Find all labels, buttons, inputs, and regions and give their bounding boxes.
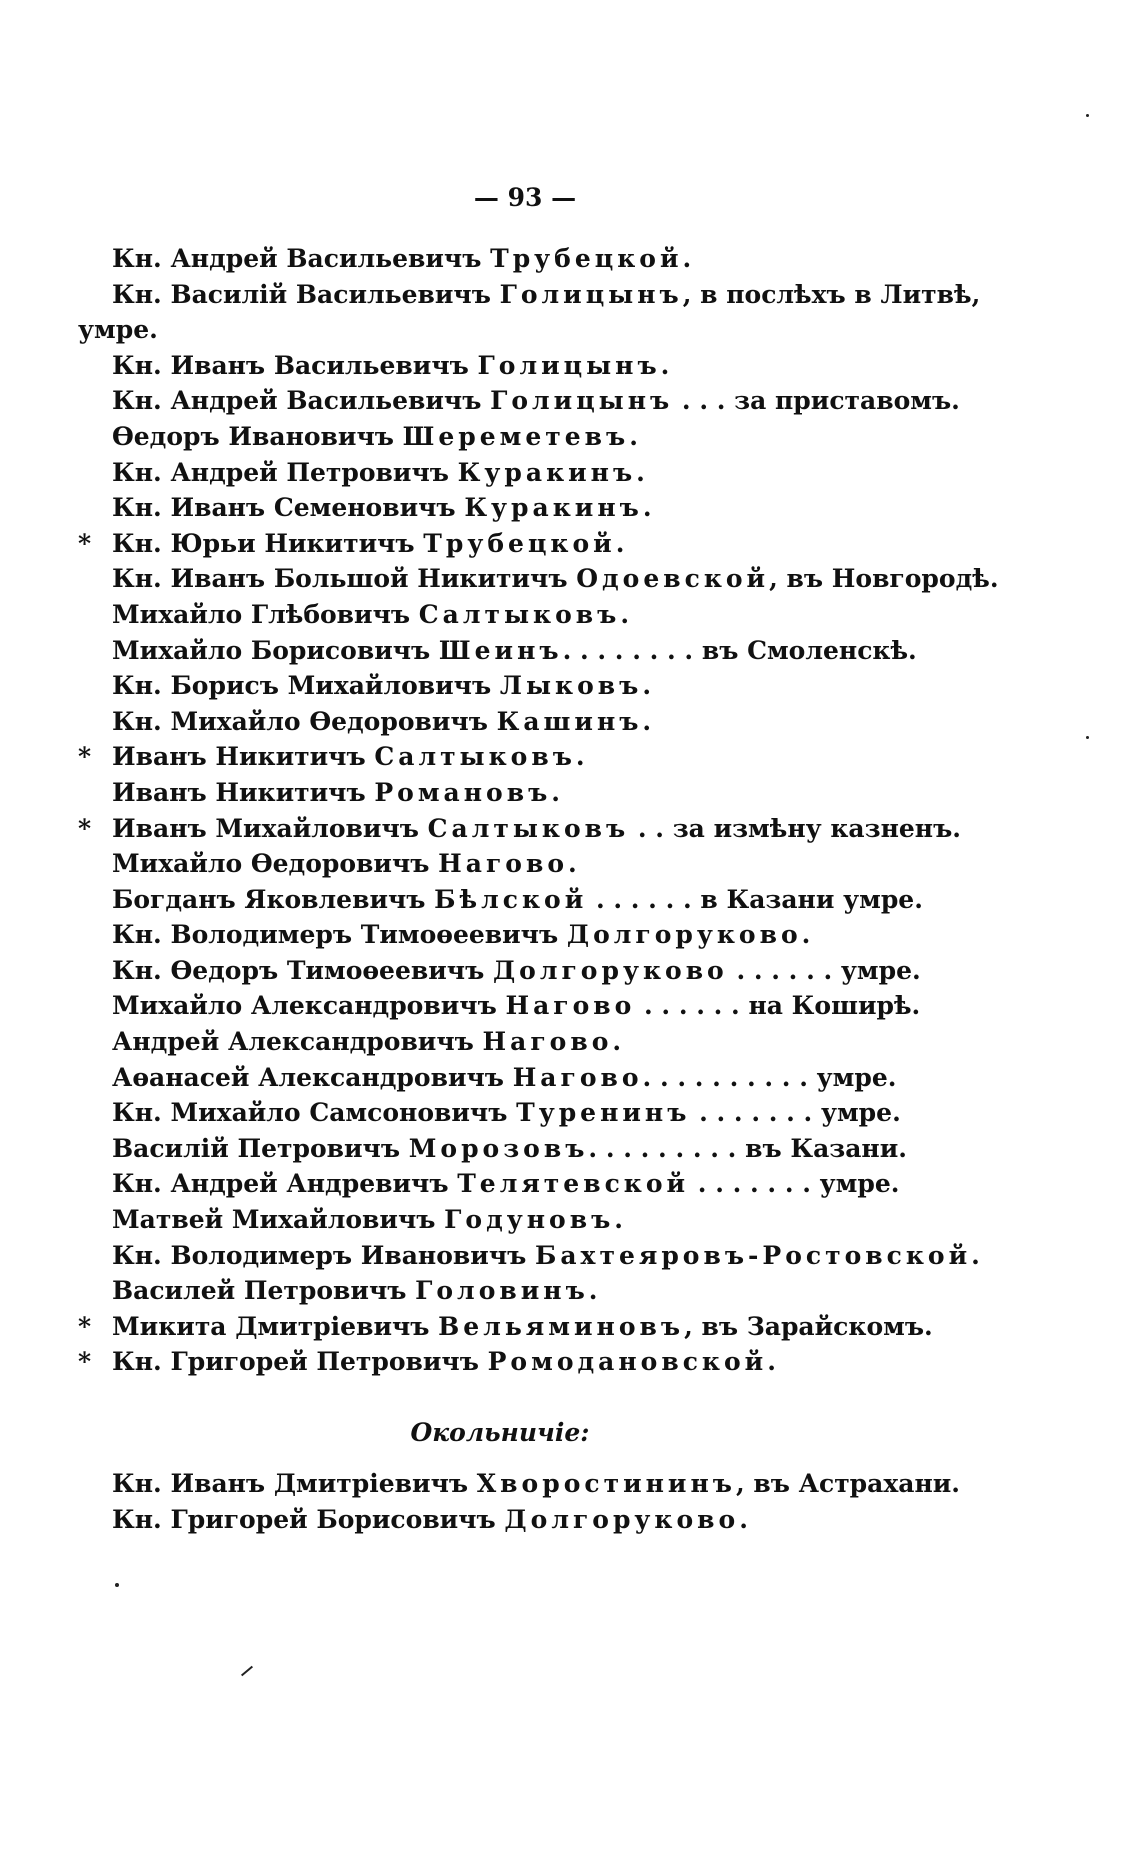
entry-note: . xyxy=(767,1347,776,1377)
asterisk-marker: * xyxy=(78,528,92,558)
entry-note: , въ Зарайскомъ. xyxy=(684,1311,933,1341)
scan-speck xyxy=(1086,736,1089,739)
list-entry xyxy=(78,1060,897,1096)
entry-surname: Голицынъ xyxy=(477,350,661,380)
entry-name: Микита Дмитріевичъ xyxy=(112,1311,439,1341)
entry-surname: Салтыковъ xyxy=(418,599,621,629)
entry-note: . xyxy=(588,1276,598,1306)
entry-name: Кн. Андрей Васильевичъ xyxy=(112,244,491,273)
list-entry xyxy=(78,882,923,918)
list-entry xyxy=(78,1238,980,1274)
entry-name: Богданъ Яковлевичъ xyxy=(112,884,435,914)
list-entry xyxy=(78,277,981,313)
entry-surname: Бѣлской xyxy=(434,884,588,914)
section-heading-okolnichie: Окольничіе: xyxy=(410,1418,590,1447)
entry-surname: Лыковъ xyxy=(499,671,643,701)
entry-note: . xyxy=(620,599,630,629)
entry-name: Василій Петровичъ xyxy=(112,1133,409,1163)
entry-note: . xyxy=(636,457,645,487)
entry-name: Иванъ Михайловичъ xyxy=(112,813,428,843)
page-number: — 93 — xyxy=(473,183,577,212)
entry-name: Кн. Иванъ Семеновичъ xyxy=(112,493,465,523)
list-entry xyxy=(78,1024,878,1060)
entry-note: . . за измѣну казненъ. xyxy=(629,813,961,843)
entry-name: Михайло Борисовичъ xyxy=(112,635,439,665)
entry-surname: Куракинъ xyxy=(464,493,643,523)
entry-surname: Кашинъ xyxy=(496,706,643,736)
entry-surname: Долгоруково xyxy=(504,1504,740,1534)
entry-surname: Голицынъ xyxy=(499,279,683,309)
asterisk-marker: * xyxy=(78,742,92,772)
entry-surname: Бахтеяровъ-Ростовской xyxy=(535,1240,972,1270)
entry-name: Кн. Михайло Өедоровичъ xyxy=(112,706,497,736)
entry-name: Кн. Михайло Самсоновичъ xyxy=(112,1098,517,1128)
entry-surname: Голицынъ xyxy=(490,386,674,416)
entry-name: Кн. Юрьи Никитичъ xyxy=(112,528,424,558)
entry-name: Кн. Өедоръ Тимоөеевичъ xyxy=(112,955,493,985)
entry-surname: Долгоруково xyxy=(492,955,728,985)
list-entry xyxy=(78,1502,878,1538)
list-entry xyxy=(78,846,878,882)
entry-name: Кн. Иванъ Дмитріевичъ xyxy=(112,1469,477,1498)
boyars-list xyxy=(78,241,999,1380)
entry-surname: Трубецкой xyxy=(490,244,683,273)
entry-name: Иванъ Никитичъ xyxy=(112,777,375,807)
entry-note: . . . за приставомъ. xyxy=(673,386,960,416)
entry-surname: Шереметевъ xyxy=(402,421,630,451)
entry-name: Кн. Григорей Борисовичъ xyxy=(112,1504,505,1534)
entry-name: Михайло Глѣбовичъ xyxy=(112,599,419,629)
entry-note: . . . . . . на Коширѣ. xyxy=(635,991,921,1021)
entry-name: Кн. Володимеръ Ивановичъ xyxy=(112,1240,535,1270)
entry-surname: Одоевской xyxy=(576,564,770,594)
entry-name: Кн. Андрей Петровичъ xyxy=(112,457,458,487)
entry-note: . . . . . . . . . . умре. xyxy=(642,1062,897,1092)
list-entry xyxy=(78,704,878,740)
entry-note: . . . . . . . . въ Смоленскѣ. xyxy=(562,635,917,665)
entry-note: , въ Астрахани. xyxy=(735,1469,961,1498)
entry-surname: Романовъ xyxy=(374,777,552,807)
entry-surname: Хворостининъ xyxy=(476,1469,736,1498)
entry-surname: Нагово xyxy=(482,1027,613,1057)
list-entry xyxy=(78,1273,878,1309)
entry-note: . xyxy=(642,671,652,701)
list-entry xyxy=(78,917,878,953)
list-entry xyxy=(78,811,961,847)
entry-note: . xyxy=(615,528,625,558)
list-entry xyxy=(78,1344,878,1380)
entry-note: . . . . . . . умре. xyxy=(689,1169,900,1199)
entry-surname: Нагово xyxy=(512,1062,643,1092)
entry-note: . xyxy=(575,742,585,772)
list-entry xyxy=(78,490,878,526)
entry-name: Матвей Михайловичъ xyxy=(112,1205,445,1235)
entry-surname: Туренинъ xyxy=(516,1098,691,1128)
okolnichie-list xyxy=(78,1466,961,1537)
scan-speck xyxy=(115,1583,119,1587)
list-entry xyxy=(78,348,878,384)
list-entry xyxy=(78,668,878,704)
entry-surname: Салтыковъ xyxy=(374,742,576,772)
entry-name: Өедоръ Ивановичъ xyxy=(112,421,403,451)
entry-name: Михайло Александровичъ xyxy=(112,991,506,1021)
entry-note: . . . . . . . . . въ Казани. xyxy=(588,1133,907,1163)
list-entry xyxy=(78,383,960,419)
entry-surname: Долгоруково xyxy=(566,920,802,950)
entry-surname: Куракинъ xyxy=(457,457,637,487)
entry-note: . xyxy=(612,1027,622,1057)
scan-mark xyxy=(241,1666,253,1677)
entry-note: . xyxy=(614,1205,623,1235)
entry-surname: Вельяминовъ xyxy=(438,1311,685,1341)
entry-name: Кн. Андрей Андревичъ xyxy=(112,1169,458,1199)
list-entry xyxy=(78,597,878,633)
list-entry xyxy=(78,739,878,775)
entry-name: Кн. Григорей Петровичъ xyxy=(112,1347,488,1377)
entry-note: . xyxy=(682,244,692,273)
entry-surname: Нагово xyxy=(505,991,636,1021)
entry-surname: Салтыковъ xyxy=(427,813,630,843)
entry-note: . xyxy=(739,1504,748,1534)
scan-speck xyxy=(1086,114,1089,117)
entry-note: . . . . . . в Казани умре. xyxy=(587,884,923,914)
asterisk-marker: * xyxy=(78,813,92,843)
entry-name: Кн. Василій Васильевичъ xyxy=(112,279,500,309)
entry-name: умре. xyxy=(78,315,158,345)
entry-name: Кн. Андрей Васильевичъ xyxy=(112,386,491,416)
entry-note: . . . . . . . умре. xyxy=(690,1098,901,1128)
list-entry xyxy=(78,1466,961,1502)
entry-surname: Трубецкой xyxy=(423,528,616,558)
entry-name: Иванъ Никитичъ xyxy=(112,742,375,772)
entry-note: . xyxy=(568,849,577,879)
list-entry xyxy=(78,775,878,811)
list-entry xyxy=(78,526,878,562)
entry-surname: Головинъ xyxy=(415,1276,589,1306)
entry-name: Василей Петровичъ xyxy=(112,1276,416,1306)
entry-surname: Нагово xyxy=(438,849,568,879)
list-entry xyxy=(78,1309,933,1345)
entry-name: Кн. Иванъ Васильевичъ xyxy=(112,350,478,380)
asterisk-marker: * xyxy=(78,1311,92,1341)
entry-note: . . . . . . умре. xyxy=(727,955,921,985)
asterisk-marker: * xyxy=(78,1347,92,1377)
entry-note: . xyxy=(629,421,638,451)
entry-surname: Годуновъ xyxy=(444,1205,615,1235)
list-entry xyxy=(78,1166,900,1202)
entry-note: . xyxy=(801,920,811,950)
entry-note: . xyxy=(642,493,652,523)
list-entry xyxy=(78,988,921,1024)
list-entry xyxy=(78,561,999,597)
entry-name: Андрей Александровичъ xyxy=(112,1027,483,1057)
list-entry xyxy=(78,1131,907,1167)
entry-note: . xyxy=(642,706,652,736)
entry-surname: Телятевской xyxy=(457,1169,690,1199)
entry-name: Кн. Иванъ Большой Никитичъ xyxy=(112,564,577,594)
list-entry xyxy=(78,312,878,348)
entry-name: Кн. Володимеръ Тимоөеевичъ xyxy=(112,920,567,950)
entry-note: . xyxy=(551,777,560,807)
list-entry xyxy=(78,419,878,455)
entry-note: , в послѣхъ в Литвѣ, xyxy=(682,279,981,309)
list-entry xyxy=(78,1202,878,1238)
list-entry xyxy=(78,1095,901,1131)
list-entry xyxy=(78,953,921,989)
entry-name: Аөанасей Александровичъ xyxy=(112,1062,513,1092)
entry-name: Михайло Өедоровичъ xyxy=(112,849,439,879)
list-entry xyxy=(78,241,878,277)
entry-surname: Ромодановской xyxy=(487,1347,768,1377)
entry-name: Кн. Борисъ Михайловичъ xyxy=(112,671,500,701)
entry-surname: Морозовъ xyxy=(408,1133,589,1163)
entry-note: , въ Новгородѣ. xyxy=(769,564,999,594)
entry-note: . xyxy=(660,350,670,380)
list-entry xyxy=(78,455,878,491)
entry-note: . xyxy=(971,1240,980,1270)
list-entry xyxy=(78,633,917,669)
entry-surname: Шеинъ xyxy=(438,635,563,665)
